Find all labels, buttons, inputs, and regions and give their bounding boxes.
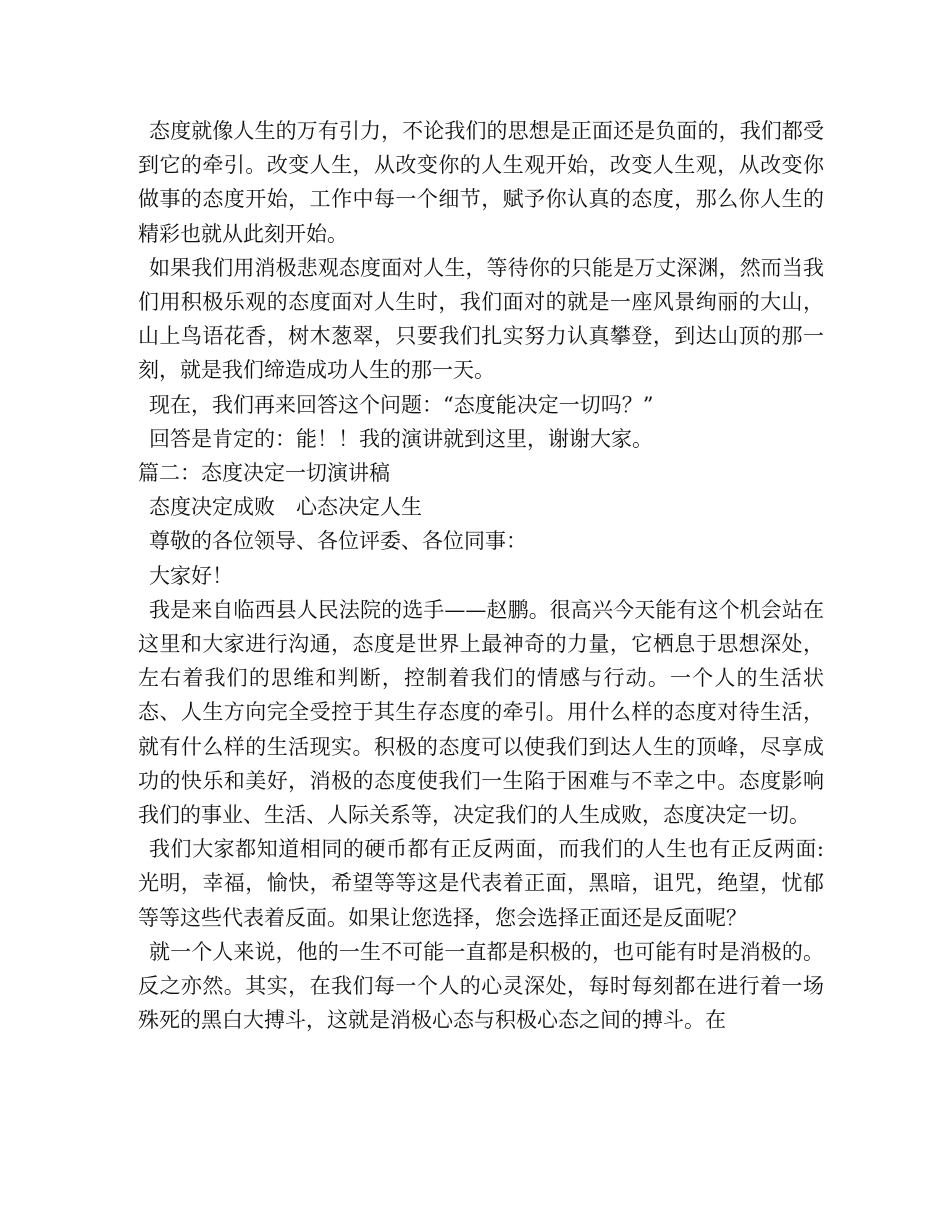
section-subtitle: 态度决定成败 心态决定人生 [149,495,422,520]
document-page [138,114,824,1037]
paragraph-question: 现在，我们再来回答这个问题：“态度能决定一切吗？” [149,392,654,417]
paragraph-pessimism-optimism: 如果我们用消极悲观态度面对人生，等待你的只能是万丈深渊，然而当我们用积极乐观的态度面对人生时，我们面对的就是一座风景绚丽的大山，山上鸟语花香，树木葱翠，只要我们扎实努力认真攀登，到达山顶的那一刻，就是我们缔造成功人生的那一天。 [138,255,824,383]
paragraph-coin: 我们大家都知道相同的硬币都有正反两面，而我们的人生也有正反两面:光明，幸福，愉快，希望等等这是代表着正面，黑暗，诅咒，绝望，忧郁等等这些代表着反面。如果让您选择，您会选择正面还是反面呢？ [138,837,824,930]
greeting-line: 尊敬的各位领导、各位评委、各位同事： [149,529,527,554]
section-heading: 篇二：态度决定一切演讲稿 [138,461,390,486]
salutation-line: 大家好！ [149,563,233,588]
paragraph-introduction: 我是来自临西县人民法院的选手——赵鹏。很高兴今天能有这个机会站在这里和大家进行沟通，态度是世界上最神奇的力量，它栖息于思想深处，左右着我们的思维和判断，控制着我们的情感与行动。一个人的生活状态、人生方向完全受控于其生存态度的牵引。用什么样的态度对待生活，就有什么样的生活现实。积极的态度可以使我们到达人生的顶峰，尽享成功的快乐和美好，消极的态度使我们一生陷于困难与不幸之中。态度影响我们的事业、生活、人际关系等，决定我们的人生成败，态度决定一切。 [138,597,824,828]
paragraph-struggle: 就一个人来说，他的一生不可能一直都是积极的，也可能有时是消极的。反之亦然。其实，在我们每一个人的心灵深处，每时每刻都在进行着一场殊死的黑白大搏斗，这就是消极心态与积极心态之间的搏斗。在 [138,939,824,1033]
paragraph-answer: 回答是肯定的：能！！我的演讲就到这里，谢谢大家。 [149,426,653,451]
paragraph-attitude-gravity: 态度就像人生的万有引力，不论我们的思想是正面还是负面的，我们都受到它的牵引。改变人生，从改变你的人生观开始，改变人生观，从改变你做事的态度开始，工作中每一个细节，赋予你认真的态度，那么你人生的精彩也就从此刻开始。 [138,119,824,246]
